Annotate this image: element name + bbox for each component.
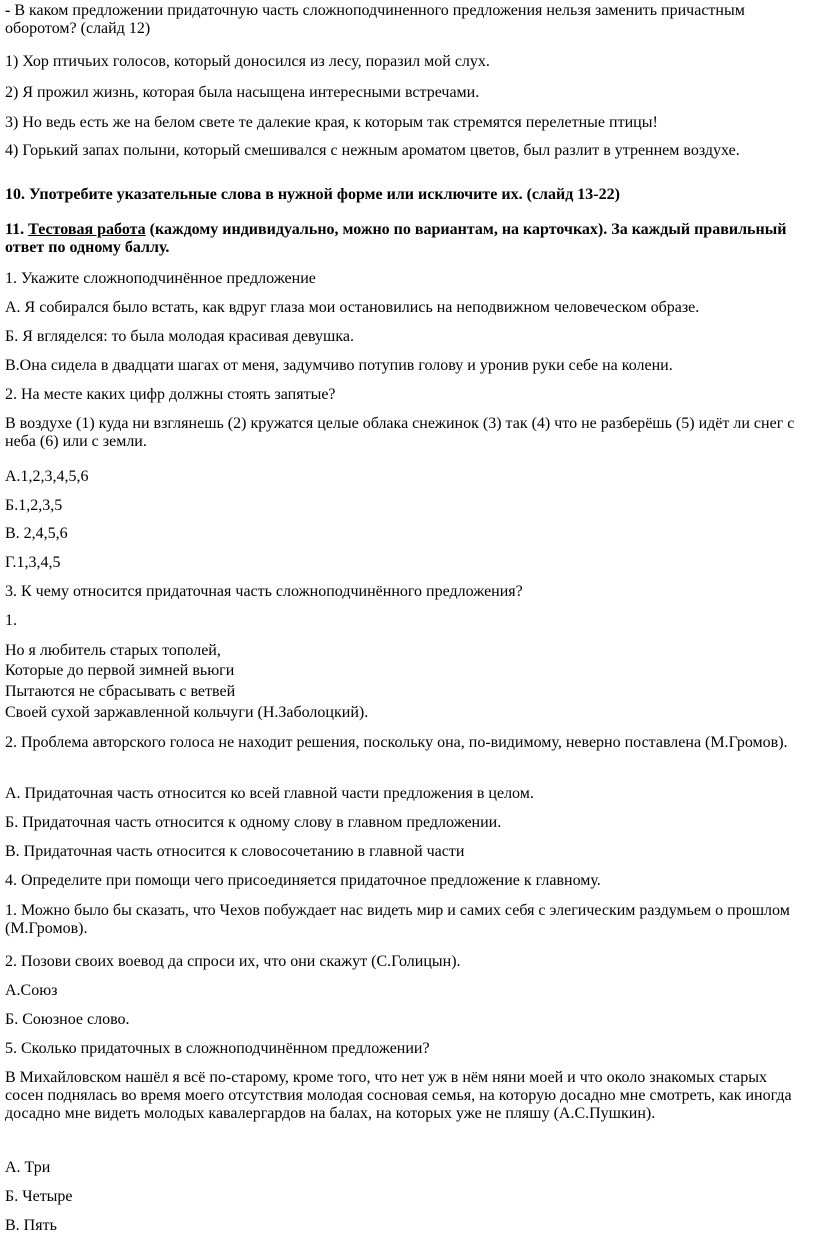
q3-poem-line-2: Которые до первой зимней вьюги: [5, 662, 235, 679]
q2-option-d: Г.1,3,4,5: [5, 554, 61, 571]
task-11-heading: [5, 221, 808, 257]
task-10-heading: 10. Употребите указательные слова в нужной форме или исключите их. (слайд 13-22): [5, 186, 620, 203]
q3-option-b: Б. Придаточная часть относится к одному слову в главном предложении.: [5, 814, 502, 831]
q2-sentence: В воздухе (1) куда ни взглянешь (2) кружатся целые облака снежинок (3) так (4) что не разберёшь (5) идёт ли снег с неба (6) или с земли.: [5, 415, 795, 450]
q5-question: 5. Сколько придаточных в сложноподчинённом предложении?: [5, 1040, 430, 1057]
q3-option-c: В. Придаточная часть относится к словосочетанию в главной части: [5, 843, 465, 860]
q1-option-c: В.Она сидела в двадцати шагах от меня, задумчиво потупив голову и уронив руки себе на колени.: [5, 357, 673, 374]
q3-option-a: А. Придаточная часть относится ко всей главной части предложения в целом.: [5, 785, 534, 802]
q3-question: 3. К чему относится придаточная часть сложноподчинённого предложения?: [5, 583, 523, 600]
task-11-number: 11.: [5, 221, 29, 238]
intro-option-1: 1) Хор птичьих голосов, который доносился из лесу, поразил мой слух.: [5, 53, 490, 70]
q3-poem-line-3: Пытаются не сбрасывать с ветвей: [5, 683, 236, 700]
intro-option-3: 3) Но ведь есть же на белом свете те далекие края, к которым так стремятся перелетные птицы!: [5, 114, 658, 131]
q1-question: 1. Укажите сложноподчинённое предложение: [5, 270, 316, 287]
q1-option-b: Б. Я вгляделся: то была молодая красивая девушка.: [5, 328, 354, 345]
intro-option-4: 4) Горький запах полыни, который смешивался с нежным ароматом цветов, был разлит в утреннем воздухе.: [5, 142, 740, 159]
q4-example-1: 1. Можно было бы сказать, что Чехов побуждает нас видеть мир и самих себя с элегическим раздумьем о прошлом (М.Громов).: [5, 902, 790, 937]
q4-question: 4. Определите при помощи чего присоединяется придаточное предложение к главному.: [5, 872, 601, 889]
intro-dash: -: [5, 2, 11, 19]
q5-option-c: В. Пять: [5, 1217, 57, 1234]
q5-option-b: Б. Четыре: [5, 1188, 73, 1205]
q2-question: 2. На месте каких цифр должны стоять запятые?: [5, 386, 336, 403]
task-11-rest: (каждому индивидуально, можно по вариантам, на карточках). За каждый правильный ответ по одному баллу.: [5, 221, 787, 256]
q3-example-2: 2. Проблема авторского голоса не находит решения, поскольку она, по-видимому, неверно поставлена (М.Громов).: [5, 734, 788, 751]
intro-question: [5, 2, 808, 38]
q5-sentence: В Михайловском нашёл я всё по-старому, кроме того, что нет уж в нём няни моей и что около знакомых старых сосен поднялась во время моего отсутствия молодая сосновая семья, на которую досадно мне смотреть, как иногда досадно мне видеть молодых кавалергардов на балах, на которых уже не пляшу (А.С.Пушкин).: [5, 1069, 792, 1122]
q3-example-1-number: 1.: [5, 612, 17, 629]
intro-question-text: В каком предложении придаточную часть сложноподчиненного предложения нельзя заменить причастным оборотом? (слайд 12): [5, 2, 745, 37]
q5-option-a: А. Три: [5, 1159, 51, 1176]
q4-option-a: А.Союз: [5, 982, 58, 999]
q3-poem-line-1: Но я любитель старых тополей,: [5, 642, 221, 659]
intro-option-2: 2) Я прожил жизнь, которая была насыщена интересными встречами.: [5, 84, 480, 101]
q3-poem-line-4: Своей сухой заржавленной кольчуги (Н.Заболоцкий).: [5, 704, 369, 721]
q4-option-b: Б. Союзное слово.: [5, 1011, 130, 1028]
q4-example-2: 2. Позови своих воевод да спроси их, что они скажут (С.Голицын).: [5, 953, 461, 970]
q2-option-c: В. 2,4,5,6: [5, 525, 68, 542]
task-11-underlined: Тестовая работа: [28, 221, 146, 238]
q2-option-b: Б.1,2,3,5: [5, 497, 63, 514]
q2-option-a: А.1,2,3,4,5,6: [5, 468, 89, 485]
q1-option-a: А. Я собирался было встать, как вдруг глаза мои остановились на неподвижном человеческом образе.: [5, 299, 700, 316]
